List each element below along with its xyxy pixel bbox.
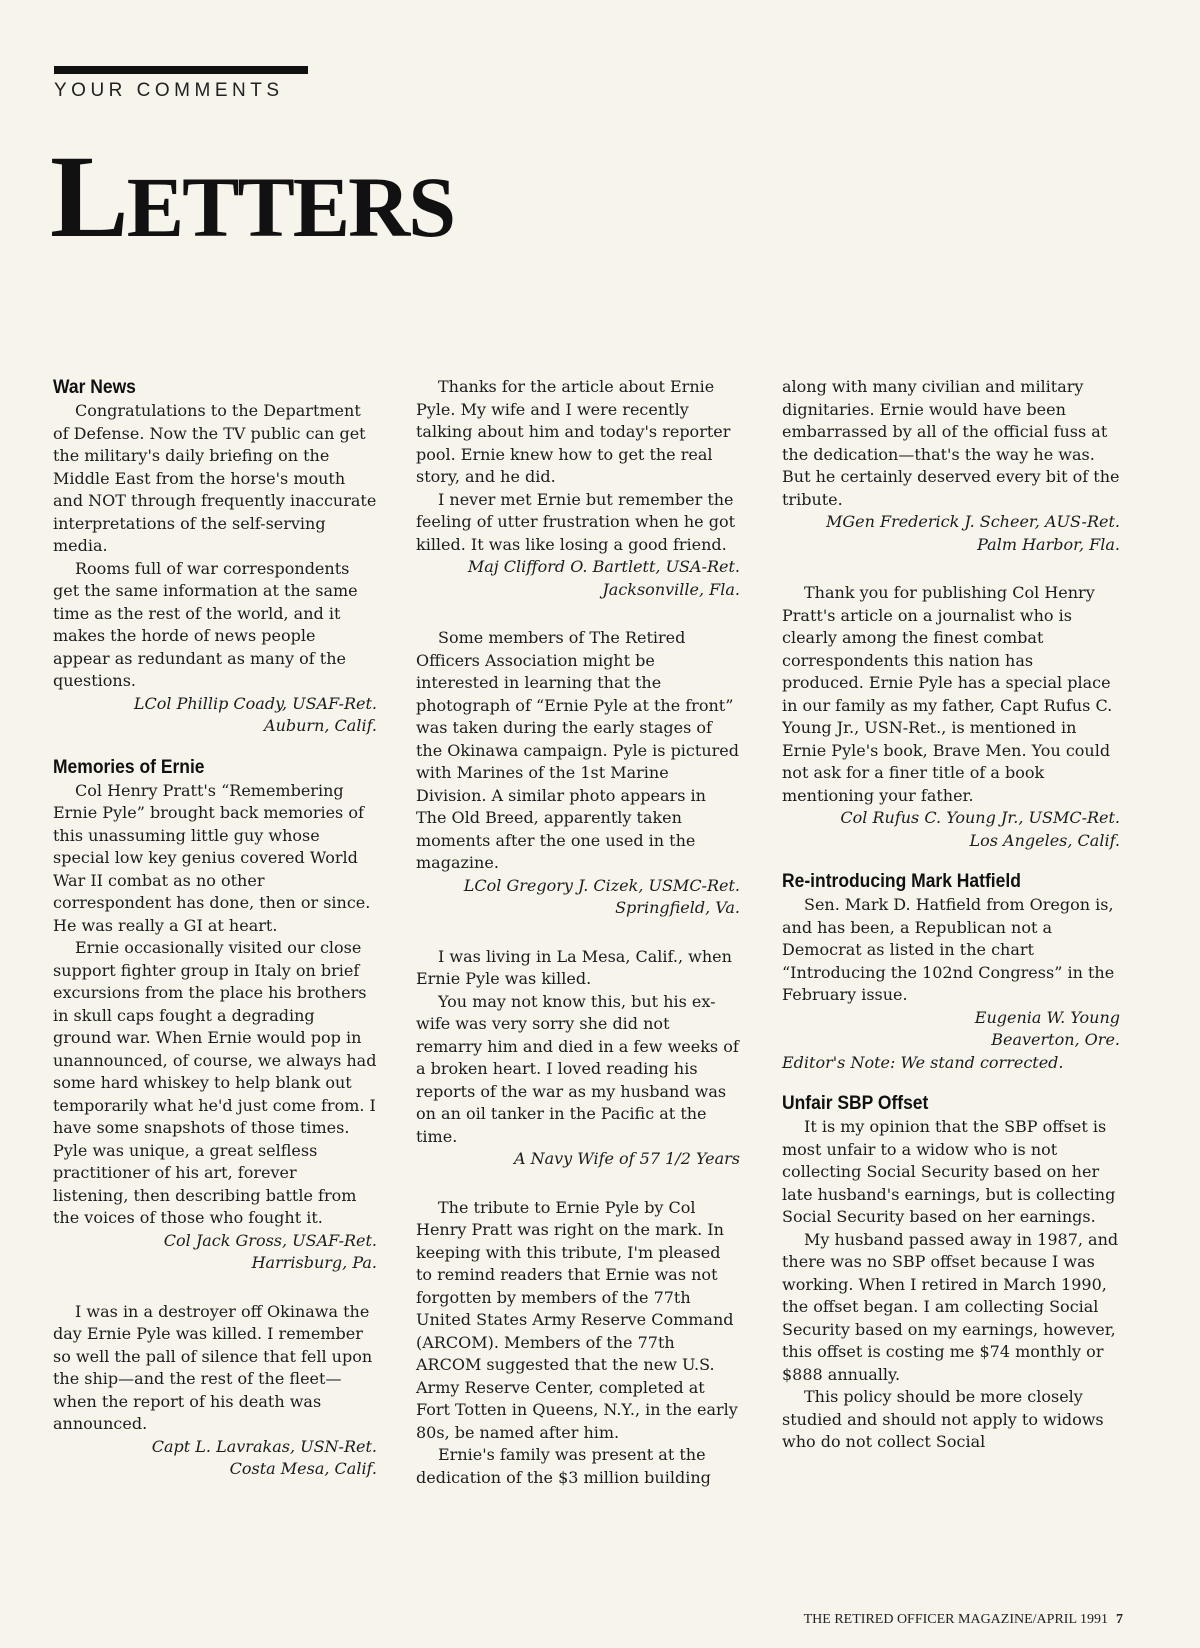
- signature-location: Palm Harbor, Fla.: [977, 534, 1120, 554]
- letter-paragraph: Sen. Mark D. Hatfield from Oregon is, and has been, a Republican not a Democrat as listed in the chart “Introducing the 102nd Congress” in the February issue.: [782, 895, 1115, 1004]
- signature-location: Harrisburg, Pa.: [251, 1253, 377, 1272]
- page-footer: [804, 1612, 1123, 1628]
- letter-paragraph: I was in a destroyer off Okinawa the day Ernie Pyle was killed. I remember so well the pall of silence that fell upon the ship—and the rest of the fleet—when the report of his death was announced.: [53, 1301, 373, 1433]
- signature-name: MGen Frederick J. Scheer, AUS-Ret.: [825, 512, 1120, 531]
- editors-note: Editor's Note: We stand corrected.: [782, 1052, 1064, 1072]
- letter-paragraph: Ernie occasionally visited our close support fighter group in Italy on brief excursions from the place his brothers in skull caps fought a degrading ground war. When Ernie would pop in unannounced, of course, we always had some hard whiskey to help blank out temporarily what he'd just come from. I have some snapshots of those times. Pyle was unique, a great selfless practitioner of his art, forever listening, then describing battle from the voices of those who fought it.: [53, 938, 377, 1227]
- letter-paragraph: I never met Ernie but remember the feeling of utter frustration when he got killed. It was like losing a good friend.: [416, 489, 736, 554]
- publication-line: THE RETIRED OFFICER MAGAZINE/APRIL 1991: [803, 1612, 1108, 1627]
- signature-location: Jacksonville, Fla.: [602, 579, 740, 599]
- letter-paragraph: Congratulations to the Department of Defense. Now the TV public can get the military's daily briefing on the Middle East from the horse's mouth and NOT through frequently inaccurate interpretations of the self-serving media.: [53, 401, 377, 555]
- column-2: [416, 376, 740, 1489]
- page-title: [50, 131, 455, 262]
- column-3: [782, 376, 1120, 1454]
- signature-name: Maj Clifford O. Bartlett, USA-Ret.: [467, 557, 740, 576]
- letter-paragraph: Thanks for the article about Ernie Pyle. My wife and I were recently talking about him and today's reporter pool. Ernie knew how to get the real story, and he did.: [416, 377, 731, 486]
- letter-paragraph: Ernie's family was present at the dedication of the $3 million building: [416, 1445, 711, 1487]
- signature-location: Beaverton, Ore.: [991, 1030, 1120, 1049]
- signature-name: LCol Phillip Coady, USAF-Ret.: [133, 693, 377, 713]
- letter-paragraph: Some members of The Retired Officers Association might be interested in learning that the photograph of “Ernie Pyle at the front” was taken during the early stages of the Okinawa campaign. Pyle is pictured with Marines of the 1st Marine Division. A similar photo appears in The Old Breed, apparently taken moments after the one used in the magazine.: [416, 628, 739, 872]
- letter-paragraph: Col Henry Pratt's “Remembering Ernie Pyle” brought back memories of this unassuming little guy whose special low key genius covered World War II combat as no other correspondent has done, then or since. He was really a GI at heart.: [53, 780, 371, 935]
- page-number: 7: [1116, 1612, 1123, 1627]
- letter-paragraph: Thank you for publishing Col Henry Pratt's article on a journalist who is clearly among the finest combat correspondents this nation has produced. Ernie Pyle has a special place in our family as my father, Capt Rufus C. Young Jr., USN-Ret., is mentioned in Ernie Pyle's book, Brave Men. You could not ask for a finer title of a book mentioning your father.: [782, 583, 1113, 805]
- title-rest: ETTERS: [126, 159, 455, 255]
- signature-name: LCol Gregory J. Cizek, USMC-Ret.: [463, 875, 740, 895]
- signature-name: Col Jack Gross, USAF-Ret.: [163, 1230, 377, 1250]
- signature-location: Los Angeles, Calif.: [969, 830, 1120, 850]
- title-initial: L: [50, 131, 127, 262]
- letter-paragraph: This policy should be more closely studied and should not apply to widows who do not collect Social: [782, 1387, 1104, 1451]
- heading-unfair-sbp-offset: Unfair SBP Offset: [782, 1093, 929, 1114]
- letter-paragraph: along with many civilian and military dignitaries. Ernie would have been embarrassed by all of the official fuss at the dedication—that's the way he was. But he certainly deserved every bit of the tribute.: [782, 377, 1120, 509]
- signature-location: Auburn, Calif.: [264, 716, 377, 735]
- column-1: [53, 376, 377, 1481]
- heading-war-news: War News: [53, 377, 136, 398]
- section-kicker: YOUR COMMENTS: [54, 80, 284, 101]
- heading-reintroducing-mark-hatfield: Re-introducing Mark Hatfield: [782, 871, 1021, 892]
- letter-paragraph: My husband passed away in 1987, and there was no SBP offset because I was working. When I retired in March 1990, the offset began. I am collecting Social Security based on my earnings, however, this offset is costing me $74 monthly or $888 annually.: [782, 1229, 1119, 1384]
- letter-paragraph: The tribute to Ernie Pyle by Col Henry Pratt was right on the mark. In keeping with this tribute, I'm pleased to remind readers that Ernie was not forgotten by members of the 77th United States Army Reserve Command (ARCOM). Members of the 77th ARCOM suggested that the new U.S. Army Reserve Center, completed at Fort Totten in Queens, N.Y., in the early 80s, be named after him.: [416, 1197, 738, 1442]
- letter-paragraph: You may not know this, but his ex-wife was very sorry she did not remarry him and died in a few weeks of a broken heart. I loved reading his reports of the war as my husband was on an oil tanker in the Pacific at the time.: [416, 991, 739, 1146]
- signature-name: A Navy Wife of 57 1/2 Years: [513, 1149, 740, 1168]
- signature-location: Springfield, Va.: [615, 898, 740, 917]
- letter-paragraph: It is my opinion that the SBP offset is most unfair to a widow who is not collecting Social Security based on her late husband's earnings, but is collecting Social Security based on her earnings.: [782, 1117, 1116, 1226]
- signature-name: Col Rufus C. Young Jr., USMC-Ret.: [840, 808, 1120, 827]
- signature-location: Costa Mesa, Calif.: [229, 1459, 377, 1478]
- heading-memories-of-ernie: Memories of Ernie: [53, 756, 205, 778]
- header-rule: [54, 66, 308, 74]
- letter-paragraph: I was living in La Mesa, Calif., when Ernie Pyle was killed.: [416, 946, 732, 988]
- letter-paragraph: Rooms full of war correspondents get the same information at the same time as the rest of the world, and it makes the horde of news people appear as redundant as many of the questions.: [53, 558, 358, 690]
- signature-name: Capt L. Lavrakas, USN-Ret.: [151, 1436, 377, 1456]
- signature-name: Eugenia W. Young: [974, 1007, 1120, 1027]
